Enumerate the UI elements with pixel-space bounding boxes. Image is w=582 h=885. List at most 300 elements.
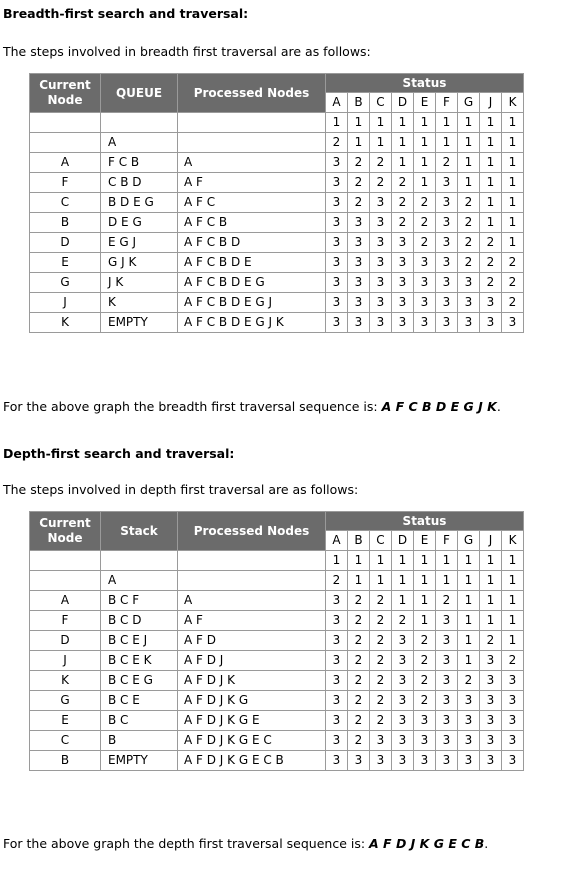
- status-cell-e: 3: [414, 751, 436, 771]
- status-cell-e: 2: [414, 631, 436, 651]
- status-cell-g: 1: [458, 173, 480, 193]
- stack-cell: B: [101, 731, 178, 751]
- status-cell-k: 1: [502, 133, 524, 153]
- queue-cell: B D E G: [101, 193, 178, 213]
- bfs-result: [3, 399, 501, 414]
- status-cell-k: 1: [502, 153, 524, 173]
- status-cell-k: 2: [502, 293, 524, 313]
- table-row: [30, 293, 524, 313]
- status-cell-f: 1: [436, 571, 458, 591]
- status-cell-f: 1: [436, 133, 458, 153]
- processed-nodes-cell: A F C B: [178, 213, 326, 233]
- status-cell-c: 3: [370, 253, 392, 273]
- status-cell-g: 1: [458, 651, 480, 671]
- status-cell-k: 1: [502, 551, 524, 571]
- status-cell-c: 3: [370, 233, 392, 253]
- status-cell-c: 2: [370, 631, 392, 651]
- processed-nodes-cell: [178, 133, 326, 153]
- queue-cell: F C B: [101, 153, 178, 173]
- status-cell-j: 3: [480, 711, 502, 731]
- status-cell-f: 3: [436, 253, 458, 273]
- status-cell-j: 1: [480, 551, 502, 571]
- status-cell-g: 1: [458, 591, 480, 611]
- status-cell-j: 1: [480, 193, 502, 213]
- status-cell-b: 2: [348, 691, 370, 711]
- status-cell-f: 1: [436, 551, 458, 571]
- status-cell-j: 2: [480, 273, 502, 293]
- table-row: [30, 751, 524, 771]
- dfs-status-col-a: A: [326, 531, 348, 551]
- status-cell-g: 1: [458, 631, 480, 651]
- stack-cell: B C E K: [101, 651, 178, 671]
- current-node-cell: A: [30, 153, 101, 173]
- status-cell-e: 1: [414, 133, 436, 153]
- table-row: [30, 193, 524, 213]
- status-cell-f: 3: [436, 213, 458, 233]
- queue-cell: J K: [101, 273, 178, 293]
- current-node-cell: F: [30, 173, 101, 193]
- status-cell-a: 3: [326, 273, 348, 293]
- status-cell-b: 3: [348, 273, 370, 293]
- queue-cell: [101, 113, 178, 133]
- dfs-col-status: Status: [326, 512, 524, 531]
- status-cell-e: 1: [414, 611, 436, 631]
- status-cell-c: 1: [370, 551, 392, 571]
- status-cell-g: 3: [458, 273, 480, 293]
- status-cell-f: 3: [436, 233, 458, 253]
- dfs-result-sequence: A F D J K G E C B: [369, 836, 485, 851]
- bfs-status-col-f: F: [436, 93, 458, 113]
- current-node-cell: K: [30, 671, 101, 691]
- status-cell-d: 3: [392, 751, 414, 771]
- status-cell-f: 2: [436, 153, 458, 173]
- bfs-col-status: Status: [326, 74, 524, 93]
- status-cell-e: 3: [414, 273, 436, 293]
- current-node-cell: E: [30, 711, 101, 731]
- table-row: [30, 113, 524, 133]
- status-cell-j: 1: [480, 571, 502, 591]
- status-cell-a: 1: [326, 113, 348, 133]
- status-cell-j: 3: [480, 691, 502, 711]
- bfs-status-col-g: G: [458, 93, 480, 113]
- status-cell-g: 1: [458, 611, 480, 631]
- current-node-cell: D: [30, 233, 101, 253]
- dfs-result-suffix: .: [484, 836, 489, 851]
- current-node-cell: B: [30, 213, 101, 233]
- status-cell-g: 1: [458, 551, 480, 571]
- status-cell-g: 3: [458, 293, 480, 313]
- processed-nodes-cell: [178, 571, 326, 591]
- status-cell-e: 2: [414, 213, 436, 233]
- status-cell-a: 3: [326, 293, 348, 313]
- status-cell-d: 3: [392, 233, 414, 253]
- status-cell-f: 3: [436, 313, 458, 333]
- status-cell-f: 3: [436, 651, 458, 671]
- status-cell-c: 3: [370, 731, 392, 751]
- dfs-status-col-c: C: [370, 531, 392, 551]
- processed-nodes-cell: A F D J K G E C B: [178, 751, 326, 771]
- dfs-status-col-j: J: [480, 531, 502, 551]
- status-cell-d: 1: [392, 113, 414, 133]
- dfs-col-current-node: Current Node: [30, 512, 101, 551]
- status-cell-e: 2: [414, 691, 436, 711]
- table-row: [30, 671, 524, 691]
- current-node-cell: D: [30, 631, 101, 651]
- status-cell-d: 3: [392, 671, 414, 691]
- status-cell-b: 2: [348, 611, 370, 631]
- table-row: [30, 611, 524, 631]
- status-cell-a: 3: [326, 631, 348, 651]
- status-cell-e: 3: [414, 293, 436, 313]
- processed-nodes-cell: A F C B D E G J: [178, 293, 326, 313]
- current-node-cell: C: [30, 731, 101, 751]
- status-cell-d: 2: [392, 611, 414, 631]
- status-cell-c: 1: [370, 133, 392, 153]
- status-cell-a: 3: [326, 153, 348, 173]
- status-cell-k: 1: [502, 213, 524, 233]
- status-cell-c: 3: [370, 193, 392, 213]
- status-cell-f: 3: [436, 173, 458, 193]
- status-cell-a: 3: [326, 313, 348, 333]
- status-cell-b: 2: [348, 731, 370, 751]
- status-cell-j: 3: [480, 293, 502, 313]
- status-cell-a: 3: [326, 671, 348, 691]
- dfs-status-col-d: D: [392, 531, 414, 551]
- status-cell-c: 1: [370, 571, 392, 591]
- queue-cell: G J K: [101, 253, 178, 273]
- status-cell-d: 1: [392, 571, 414, 591]
- status-cell-k: 1: [502, 611, 524, 631]
- table-row: [30, 253, 524, 273]
- status-cell-j: 3: [480, 651, 502, 671]
- status-cell-f: 1: [436, 113, 458, 133]
- current-node-cell: G: [30, 273, 101, 293]
- status-cell-g: 2: [458, 193, 480, 213]
- dfs-status-col-f: F: [436, 531, 458, 551]
- processed-nodes-cell: A F D J: [178, 651, 326, 671]
- status-cell-b: 2: [348, 173, 370, 193]
- bfs-heading: Breadth-first search and traversal:: [3, 6, 249, 21]
- status-cell-k: 1: [502, 591, 524, 611]
- table-row: [30, 213, 524, 233]
- dfs-result: [3, 836, 488, 851]
- status-cell-d: 3: [392, 313, 414, 333]
- status-cell-a: 1: [326, 551, 348, 571]
- status-cell-a: 3: [326, 213, 348, 233]
- status-cell-b: 2: [348, 651, 370, 671]
- status-cell-d: 3: [392, 711, 414, 731]
- status-cell-g: 3: [458, 313, 480, 333]
- status-cell-a: 3: [326, 173, 348, 193]
- bfs-status-col-e: E: [414, 93, 436, 113]
- status-cell-k: 2: [502, 273, 524, 293]
- processed-nodes-cell: A F D: [178, 631, 326, 651]
- queue-cell: EMPTY: [101, 313, 178, 333]
- status-cell-e: 2: [414, 651, 436, 671]
- status-cell-b: 1: [348, 551, 370, 571]
- processed-nodes-cell: [178, 113, 326, 133]
- status-cell-j: 1: [480, 591, 502, 611]
- status-cell-j: 1: [480, 113, 502, 133]
- status-cell-a: 3: [326, 253, 348, 273]
- processed-nodes-cell: A F C B D E: [178, 253, 326, 273]
- status-cell-c: 2: [370, 651, 392, 671]
- status-cell-d: 1: [392, 153, 414, 173]
- status-cell-b: 2: [348, 631, 370, 651]
- status-cell-a: 3: [326, 751, 348, 771]
- status-cell-g: 3: [458, 691, 480, 711]
- current-node-cell: B: [30, 751, 101, 771]
- status-cell-d: 3: [392, 273, 414, 293]
- status-cell-d: 3: [392, 631, 414, 651]
- stack-cell: B C E J: [101, 631, 178, 651]
- status-cell-e: 1: [414, 591, 436, 611]
- table-row: [30, 691, 524, 711]
- status-cell-f: 3: [436, 193, 458, 213]
- status-cell-b: 2: [348, 153, 370, 173]
- status-cell-a: 3: [326, 591, 348, 611]
- status-cell-j: 3: [480, 731, 502, 751]
- bfs-status-col-k: K: [502, 93, 524, 113]
- status-cell-g: 1: [458, 113, 480, 133]
- table-row: [30, 631, 524, 651]
- status-cell-f: 3: [436, 293, 458, 313]
- status-cell-a: 3: [326, 651, 348, 671]
- status-cell-e: 1: [414, 113, 436, 133]
- bfs-col-queue: QUEUE: [101, 74, 178, 113]
- dfs-table: [29, 511, 524, 771]
- status-cell-a: 3: [326, 691, 348, 711]
- processed-nodes-cell: A F D J K G: [178, 691, 326, 711]
- status-cell-c: 2: [370, 711, 392, 731]
- status-cell-g: 1: [458, 133, 480, 153]
- status-cell-k: 1: [502, 571, 524, 591]
- status-cell-e: 3: [414, 313, 436, 333]
- status-cell-d: 1: [392, 591, 414, 611]
- table-row: [30, 711, 524, 731]
- processed-nodes-cell: A F C: [178, 193, 326, 213]
- status-cell-j: 1: [480, 153, 502, 173]
- status-cell-k: 1: [502, 193, 524, 213]
- dfs-result-prefix: For the above graph the depth first traversal sequence is:: [3, 836, 370, 851]
- status-cell-e: 1: [414, 551, 436, 571]
- status-cell-c: 3: [370, 293, 392, 313]
- status-cell-d: 2: [392, 193, 414, 213]
- current-node-cell: A: [30, 591, 101, 611]
- status-cell-e: 3: [414, 711, 436, 731]
- bfs-result-suffix: .: [496, 399, 501, 414]
- status-cell-g: 3: [458, 751, 480, 771]
- status-cell-a: 3: [326, 193, 348, 213]
- status-cell-j: 1: [480, 213, 502, 233]
- current-node-cell: C: [30, 193, 101, 213]
- current-node-cell: [30, 133, 101, 153]
- status-cell-d: 2: [392, 213, 414, 233]
- dfs-col-processed-nodes: Processed Nodes: [178, 512, 326, 551]
- status-cell-j: 1: [480, 173, 502, 193]
- processed-nodes-cell: A F C B D: [178, 233, 326, 253]
- status-cell-f: 3: [436, 711, 458, 731]
- bfs-intro: The steps involved in breadth first traversal are as follows:: [3, 44, 371, 59]
- status-cell-b: 3: [348, 253, 370, 273]
- bfs-col-current-node: Current Node: [30, 74, 101, 113]
- dfs-intro: The steps involved in depth first traversal are as follows:: [3, 482, 359, 497]
- status-cell-k: 1: [502, 113, 524, 133]
- status-cell-a: 2: [326, 571, 348, 591]
- status-cell-f: 3: [436, 273, 458, 293]
- table-row: [30, 571, 524, 591]
- status-cell-e: 1: [414, 153, 436, 173]
- status-cell-c: 2: [370, 591, 392, 611]
- status-cell-b: 3: [348, 233, 370, 253]
- status-cell-c: 3: [370, 751, 392, 771]
- status-cell-f: 3: [436, 611, 458, 631]
- processed-nodes-cell: A F D J K G E C: [178, 731, 326, 751]
- status-cell-k: 3: [502, 313, 524, 333]
- stack-cell: B C E G: [101, 671, 178, 691]
- dfs-status-col-e: E: [414, 531, 436, 551]
- table-row: [30, 173, 524, 193]
- processed-nodes-cell: A F D J K G E: [178, 711, 326, 731]
- processed-nodes-cell: A F D J K: [178, 671, 326, 691]
- status-cell-c: 3: [370, 313, 392, 333]
- status-cell-j: 1: [480, 133, 502, 153]
- status-cell-j: 2: [480, 233, 502, 253]
- table-row: [30, 551, 524, 571]
- status-cell-c: 1: [370, 113, 392, 133]
- status-cell-b: 2: [348, 711, 370, 731]
- status-cell-c: 2: [370, 691, 392, 711]
- status-cell-j: 1: [480, 611, 502, 631]
- status-cell-d: 3: [392, 293, 414, 313]
- current-node-cell: [30, 113, 101, 133]
- status-cell-e: 1: [414, 173, 436, 193]
- status-cell-k: 3: [502, 711, 524, 731]
- current-node-cell: E: [30, 253, 101, 273]
- current-node-cell: [30, 571, 101, 591]
- status-cell-d: 3: [392, 691, 414, 711]
- status-cell-a: 3: [326, 711, 348, 731]
- current-node-cell: F: [30, 611, 101, 631]
- status-cell-c: 3: [370, 273, 392, 293]
- stack-cell: B C D: [101, 611, 178, 631]
- status-cell-g: 2: [458, 213, 480, 233]
- bfs-col-processed-nodes: Processed Nodes: [178, 74, 326, 113]
- current-node-cell: J: [30, 651, 101, 671]
- status-cell-f: 3: [436, 731, 458, 751]
- status-cell-a: 2: [326, 133, 348, 153]
- status-cell-k: 2: [502, 651, 524, 671]
- status-cell-b: 3: [348, 313, 370, 333]
- status-cell-b: 3: [348, 751, 370, 771]
- status-cell-e: 1: [414, 571, 436, 591]
- status-cell-b: 2: [348, 671, 370, 691]
- processed-nodes-cell: A: [178, 591, 326, 611]
- status-cell-k: 1: [502, 173, 524, 193]
- dfs-heading: Depth-first search and traversal:: [3, 446, 235, 461]
- status-cell-f: 3: [436, 671, 458, 691]
- status-cell-c: 2: [370, 153, 392, 173]
- queue-cell: E G J: [101, 233, 178, 253]
- status-cell-a: 3: [326, 233, 348, 253]
- stack-cell: B C: [101, 711, 178, 731]
- status-cell-g: 1: [458, 153, 480, 173]
- table-row: [30, 153, 524, 173]
- status-cell-k: 1: [502, 631, 524, 651]
- stack-cell: A: [101, 571, 178, 591]
- status-cell-c: 2: [370, 671, 392, 691]
- status-cell-d: 3: [392, 731, 414, 751]
- processed-nodes-cell: A: [178, 153, 326, 173]
- status-cell-g: 3: [458, 711, 480, 731]
- status-cell-j: 3: [480, 671, 502, 691]
- status-cell-c: 2: [370, 173, 392, 193]
- status-cell-g: 1: [458, 571, 480, 591]
- status-cell-f: 3: [436, 751, 458, 771]
- status-cell-k: 3: [502, 731, 524, 751]
- current-node-cell: K: [30, 313, 101, 333]
- current-node-cell: [30, 551, 101, 571]
- dfs-status-col-k: K: [502, 531, 524, 551]
- status-cell-j: 2: [480, 631, 502, 651]
- table-row: [30, 133, 524, 153]
- bfs-table: [29, 73, 524, 333]
- processed-nodes-cell: A F C B D E G: [178, 273, 326, 293]
- status-cell-e: 3: [414, 731, 436, 751]
- status-cell-j: 2: [480, 253, 502, 273]
- status-cell-g: 2: [458, 671, 480, 691]
- status-cell-k: 3: [502, 751, 524, 771]
- stack-cell: B C E: [101, 691, 178, 711]
- processed-nodes-cell: A F: [178, 611, 326, 631]
- status-cell-j: 3: [480, 751, 502, 771]
- bfs-result-sequence: A F C B D E G J K: [381, 399, 497, 414]
- bfs-status-col-j: J: [480, 93, 502, 113]
- queue-cell: D E G: [101, 213, 178, 233]
- queue-cell: C B D: [101, 173, 178, 193]
- processed-nodes-cell: A F: [178, 173, 326, 193]
- status-cell-j: 3: [480, 313, 502, 333]
- current-node-cell: J: [30, 293, 101, 313]
- bfs-status-col-d: D: [392, 93, 414, 113]
- dfs-status-col-g: G: [458, 531, 480, 551]
- status-cell-e: 2: [414, 671, 436, 691]
- status-cell-f: 3: [436, 691, 458, 711]
- status-cell-b: 1: [348, 113, 370, 133]
- queue-cell: A: [101, 133, 178, 153]
- status-cell-k: 2: [502, 253, 524, 273]
- status-cell-c: 3: [370, 213, 392, 233]
- bfs-status-col-a: A: [326, 93, 348, 113]
- status-cell-g: 2: [458, 253, 480, 273]
- processed-nodes-cell: [178, 551, 326, 571]
- status-cell-d: 1: [392, 133, 414, 153]
- stack-cell: EMPTY: [101, 751, 178, 771]
- bfs-status-col-c: C: [370, 93, 392, 113]
- status-cell-b: 3: [348, 213, 370, 233]
- status-cell-a: 3: [326, 731, 348, 751]
- status-cell-f: 3: [436, 631, 458, 651]
- processed-nodes-cell: A F C B D E G J K: [178, 313, 326, 333]
- queue-cell: K: [101, 293, 178, 313]
- status-cell-g: 3: [458, 731, 480, 751]
- bfs-result-prefix: For the above graph the breadth first traversal sequence is:: [3, 399, 382, 414]
- status-cell-b: 1: [348, 571, 370, 591]
- current-node-cell: G: [30, 691, 101, 711]
- table-row: [30, 591, 524, 611]
- status-cell-b: 2: [348, 591, 370, 611]
- dfs-status-col-b: B: [348, 531, 370, 551]
